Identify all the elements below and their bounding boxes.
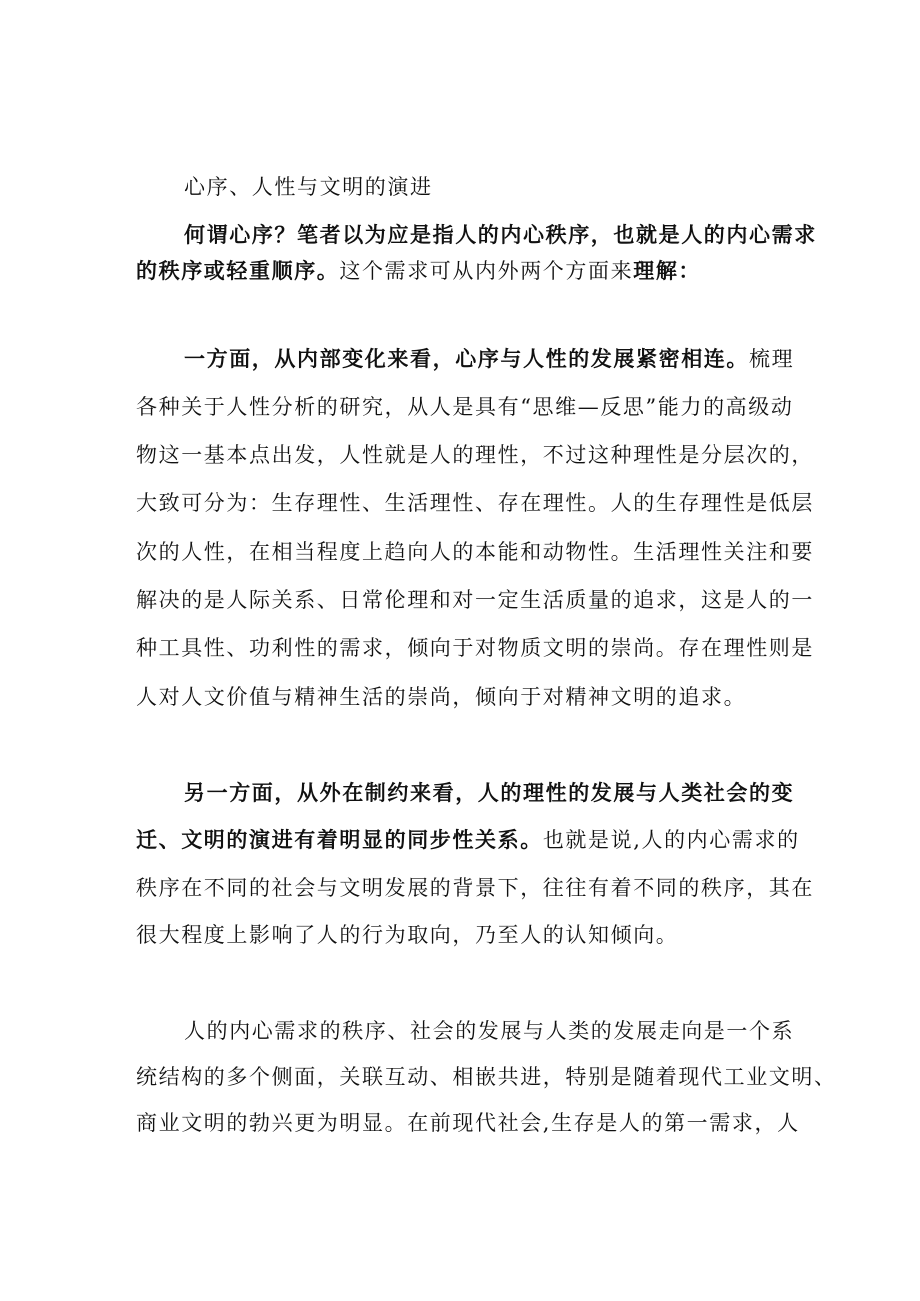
document-title: 心序、人性与文明的演进: [184, 175, 433, 199]
bold-text: 迁、文明的演进有着明显的同步性关系。: [136, 827, 543, 852]
bold-text: 的秩序或轻重顺序。: [136, 258, 340, 283]
bold-text: 理解：: [633, 258, 702, 283]
text-line: 何谓心序？笔者以为应是指人的内心秩序，也就是人的内心需求: [184, 222, 817, 247]
text-line: [136, 827, 800, 853]
text-line: 大致可分为：生存理性、生活理性、存在理性。人的生存理性是低层: [136, 491, 814, 515]
text-line: 人对人文价值与精神生活的崇尚，倾向于对精神文明的追求。: [136, 685, 747, 709]
bold-text: 一方面，从内部变化来看，心序与人性的发展紧密相连。: [184, 346, 749, 371]
text-line: 秩序在不同的社会与文明发展的背景下，往往有着不同的秩序，其在: [136, 876, 814, 900]
text-line: [184, 346, 794, 372]
normal-text: 梳理: [749, 347, 795, 371]
text-line: 物这一基本点出发，人性就是人的理性，不过这种理性是分层次的，: [136, 443, 814, 467]
text-line: 种工具性、功利性的需求，倾向于对物质文明的崇尚。存在理性则是: [136, 636, 814, 660]
text-line: 人的内心需求的秩序、社会的发展与人类的发展走向是一个系: [184, 1019, 795, 1043]
normal-text: 也就是说,人的内心需求的: [542, 828, 800, 852]
text-line: 各种关于人性分析的研究，从人是具有“思维—反思”能力的高级动: [136, 395, 794, 419]
text-line: 统结构的多个侧面，关联互动、相嵌共进，特别是随着现代工业文明、: [136, 1065, 837, 1089]
text-line: 次的人性，在相当程度上趋向人的本能和动物性。生活理性关注和要: [136, 540, 814, 564]
normal-text: 这个需求可从内外两个方面来: [339, 259, 634, 283]
text-line: 很大程度上影响了人的行为取向，乃至人的认知倾向。: [136, 923, 679, 947]
text-line: 另一方面，从外在制约来看，人的理性的发展与人类社会的变: [184, 780, 795, 805]
text-line: [136, 258, 701, 284]
text-line: 解决的是人际关系、日常伦理和对一定生活质量的追求，这是人的一: [136, 588, 814, 612]
text-line: 商业文明的勃兴更为明显。在前现代社会,生存是人的第一需求，人: [136, 1111, 800, 1135]
